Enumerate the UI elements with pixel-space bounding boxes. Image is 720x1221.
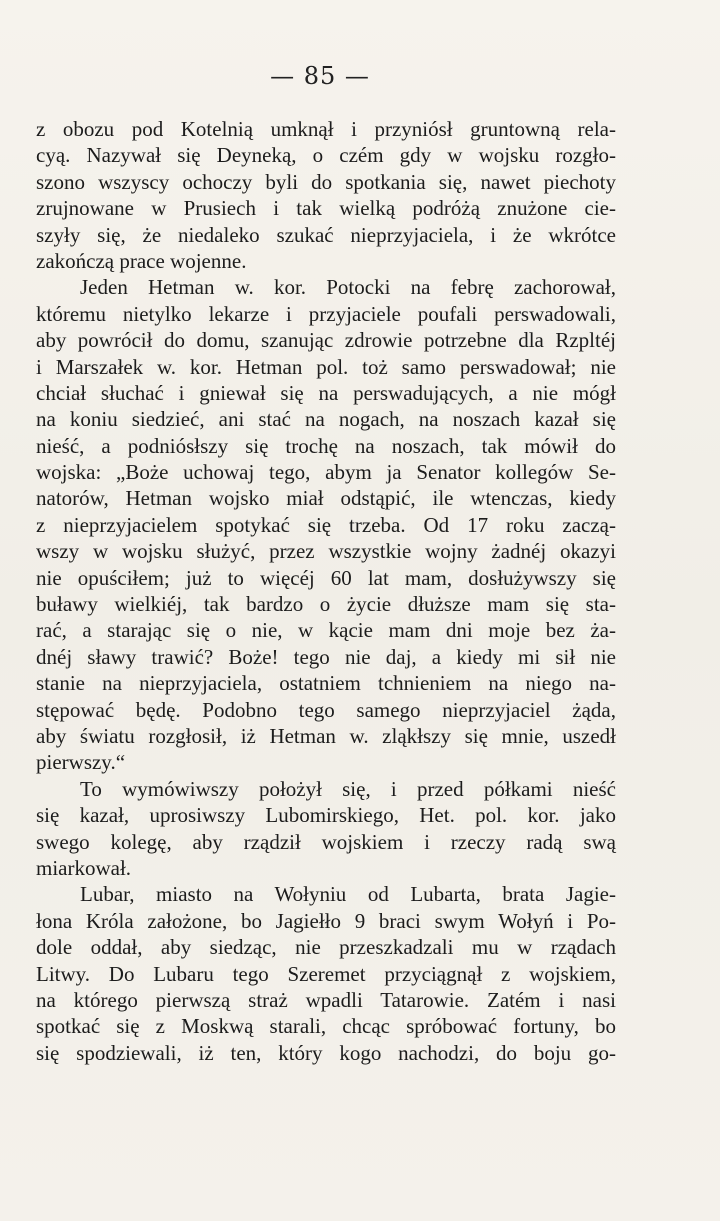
text-line: szono wszyscy ochoczy byli do spotkania się, nawet piechoty [36,169,616,194]
text-line: cyą. Nazywał się Deyneką, o czém gdy w wojsku rozgło- [36,143,616,168]
text-line: Lubar, miasto na Wołyniu od Lubarta, brata Jagie- [80,882,616,907]
text-line: miarkował. [36,855,132,880]
text-line: aby powrócił do domu, szanując zdrowie potrzebne dla Rzpltéj [36,328,616,353]
text-line: To wymówiwszy położył się, i przed półkami nieść [80,776,616,801]
text-line: stępować będę. Podobno tego samego nieprzyjaciel żąda, [36,697,616,722]
text-line: z obozu pod Kotelnią umknął i przyniósł gruntowną rela- [36,117,616,141]
page-number: — 85 — [270,62,370,90]
text-line: zakończą prace wojenne. [36,248,247,273]
text-line: Litwy. Do Lubaru tego Szeremet przyciągnął z wojskiem, [36,961,616,986]
text-line: łona Króla założone, bo Jagiełło 9 braci swym Wołyń i Po- [36,908,616,933]
text-line: na koniu siedzieć, ani stać na nogach, na noszach kazał się [36,407,616,432]
text-line: na którego pierwszą straż wpadli Tatarowie. Zatém i nasi [36,987,616,1012]
text-line: stanie na nieprzyjaciela, ostatniem tchnieniem na niego na- [36,671,616,696]
text-line: się kazał, uprosiwszy Lubomirskiego, Het. pol. kor. jako [36,803,616,828]
text-line: swego kolegę, aby rządził wojskiem i rzeczy radą swą [36,829,616,854]
text-line: wojska: „Boże uchowaj tego, abym ja Senator kollegów Se- [36,460,616,485]
text-line: nie opuściłem; już to więcéj 60 lat mam, dosłużywszy się [36,565,616,590]
text-line: dole oddał, aby siedząc, nie przeszkadzali mu w rządach [36,935,616,960]
text-line: szyły się, że niedaleko szukać nieprzyjaciela, i że wkrótce [36,222,616,247]
text-line: nieść, a podniósłszy się trochę na noszach, tak mówił do [36,433,616,458]
text-line: aby światu rozgłosił, iż Hetman w. zląkłszy się mnie, uszedł [36,723,616,748]
text-line: zrujnowane w Prusiech i tak wielką podróżą znużone cie- [36,196,616,221]
text-line: dnéj sławy trawić? Boże! tego nie daj, a kiedy mi sił nie [36,644,616,669]
body-text [36,116,616,1066]
text-line: wszy w wojsku służyć, przez wszystkie wojny żadnéj okazyi [36,539,616,564]
text-line: z nieprzyjacielem spotykać się trzeba. Od 17 roku zaczą- [36,512,616,537]
text-line: natorów, Hetman wojsko miał odstąpić, ile wtenczas, kiedy [36,486,616,511]
text-line: buławy wielkiéj, tak bardzo o życie dłuższe mam się sta- [36,592,616,617]
text-line: chciał słuchać i gniewał się na perswadujących, a nie mógł [36,380,616,405]
text-line: i Marszałek w. kor. Hetman pol. toż samo perswadował; nie [36,354,616,379]
text-line: spotkać się z Moskwą starali, chcąc spróbować fortuny, bo [36,1014,616,1039]
text-line: się spodziewali, iż ten, który kogo nachodzi, do boju go- [36,1040,616,1065]
text-line: Jeden Hetman w. kor. Potocki na febrę zachorował, [80,275,616,300]
text-line: rać, a starając się o nie, w kącie mam dni moje bez ża- [36,618,616,643]
text-line: któremu nietylko lekarze i przyjaciele poufali perswadowali, [36,301,616,326]
text-line: pierwszy.“ [36,750,126,775]
